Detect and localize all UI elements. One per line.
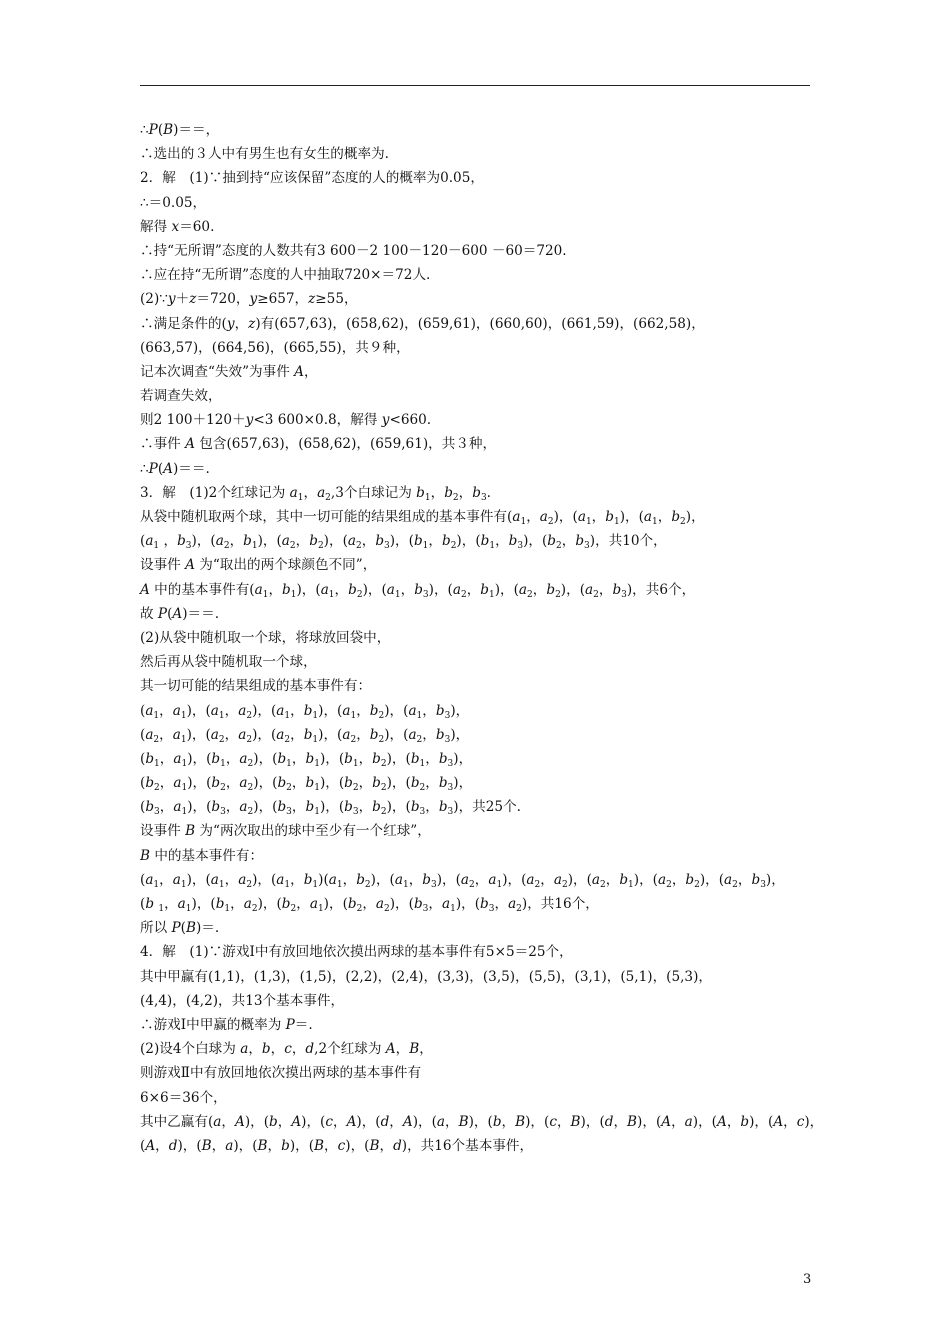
text-line: ∴P(B)＝＝， <box>140 122 220 138</box>
text-line: (663,57)，(664,56)，(665,55)，共９种， <box>140 339 410 356</box>
text-line: 所以 P(B)＝. <box>140 920 220 937</box>
page-number: 3 <box>803 1272 812 1287</box>
text-line: ∴＝0.05， <box>140 194 207 211</box>
text-line: ($b_3$，$a_1$)，($b_3$，$a_2$)，($b_3$，$b_1$)，($b_3$，$b_2$)，($b_3$，$b_3$)，共25个. <box>140 799 521 818</box>
text-line: ∴满足条件的(y，z)有(657,63)，(658,62)，(659,61)，(660,60)，(661,59)，(662,58)， <box>140 315 705 332</box>
text-line: 故 P(A)＝＝. <box>140 605 220 622</box>
text-line: 其一切可能的结果组成的基本事件有： <box>140 678 372 695</box>
text-line: 2．解 (1)∵抽到持“应该保留”态度的人的概率为0.05， <box>140 170 484 187</box>
text-line: 解得 x＝60. <box>140 218 215 235</box>
text-line: 从袋中随机取两个球，其中一切可能的结果组成的基本事件有($a_1$，$a_2$)，($a_1$，$b_1$)，($a_1$，$b_2$)， <box>140 509 705 527</box>
text-line: ($a_1$，$a_1$)，($a_1$，$a_2$)，($a_1$，$b_1)(a_1$，$b_2$)，($a_1$，$b_3$)，($a_2$，$a_1$)，($a_2$，$a_2$)，($a_2$，$b_1$)，($a_2$，$b_2$)，($a_2$，$b_3$)， <box>140 871 785 890</box>
text-line: (2)设4个白球为 a，b，c，d,2个红球为 A，B， <box>140 1041 433 1058</box>
text-line: B 中的基本事件有： <box>140 847 264 864</box>
text-line: (A，d)，(B，a)，(B，b)，(B，c)，(B，d)，共16个基本事件， <box>140 1137 534 1154</box>
text-line: (2)从袋中随机取一个球，将球放回袋中， <box>140 629 391 646</box>
text-line: ∴选出的３人中有男生也有女生的概率为. <box>140 146 390 163</box>
text-line: (4,4)，(4,2)，共13个基本事件， <box>140 992 345 1009</box>
text-line: ($b_2$，$a_1$)，($b_2$，$a_2$)，($b_2$，$b_1$)，($b_2$，$b_2$)，($b_2$，$b_3$)， <box>140 775 473 794</box>
text-line: 若调查失效， <box>140 388 222 405</box>
text-line: ∴持“无所谓”态度的人数共有3 600－2 100－120－600 －60＝720. <box>140 242 567 259</box>
text-line: ($a_1$ ，$b_3$)，($a_2$，$b_1$)，($a_2$，$b_2$)，($a_2$，$b_3$)，($b_1$，$b_2$)，($b_1$，$b_3$)，($b_2$，$b_3$)，共10个， <box>140 533 667 552</box>
text-line: (2)∵y＋z＝720，y≥657，z≥55， <box>140 291 358 308</box>
text-line: (b $_1$，$a_1$)，($b_1$，$a_2$)，($b_2$，$a_1$)，($b_2$，$a_2$)，($b_3$，$a_1$)，($b_3$，$a_2$)，共16个， <box>140 896 599 914</box>
text-line: ∴应在持“无所谓”态度的人中抽取720×＝72人. <box>140 267 431 284</box>
text-line: 设事件 A 为“取出的两个球颜色不同”， <box>140 557 377 574</box>
text-line: 则游戏Ⅱ中有放回地依次摸出两球的基本事件有 <box>140 1065 422 1082</box>
text-line: 其中甲赢有(1,1)，(1,3)，(1,5)，(2,2)，(2,4)，(3,3)，(3,5)，(5,5)，(3,1)，(5,1)，(5,3)， <box>140 968 712 985</box>
document-body <box>140 118 830 1158</box>
text-line: 3．解 (1)2个红球记为 $a_1$，$a_2,3$个白球记为 $b_1$，$b_2$，$b_3$. <box>140 484 491 503</box>
text-line: 则2 100＋120＋y<3 600×0.8，解得 y<660. <box>140 412 432 429</box>
text-line: ∴事件 A 包含(657,63)，(658,62)，(659,61)，共３种， <box>140 436 497 453</box>
text-line: ∴游戏Ⅰ中甲赢的概率为 P＝. <box>140 1016 313 1033</box>
text-line: ∴P(A)＝＝. <box>140 460 210 477</box>
text-line: 其中乙赢有(a，A)，(b，A)，(c，A)，(d，A)，(a，B)，(b，B)，(c，B)，(d，B)，(A，a)，(A，b)，(A，c)， <box>140 1113 824 1130</box>
text-line: 然后再从袋中随机取一个球， <box>140 654 317 671</box>
text-line: ($b_1$，$a_1$)，($b_1$，$a_2$)，($b_1$，$b_1$)，($b_1$，$b_2$)，($b_1$，$b_3$)， <box>140 750 473 769</box>
text-line: ($a_2$，$a_1$)，($a_2$，$a_2$)，($a_2$，$b_1$)，($a_2$，$b_2$)，($a_2$，$b_3$)， <box>140 726 470 745</box>
text-line: ($a_1$，$a_1$)，($a_1$，$a_2$)，($a_1$，$b_1$)，($a_1$，$b_2$)，($a_1$，$b_3$)， <box>140 702 470 721</box>
text-line: 4．解 (1)∵游戏Ⅰ中有放回地依次摸出两球的基本事件有5×5＝25个， <box>140 944 573 961</box>
header-rule <box>140 85 810 86</box>
text-line: A 中的基本事件有($a_1$，$b_1$)，($a_1$，$b_2$)，($a_1$，$b_3$)，($a_2$，$b_1$)，($a_2$，$b_2$)，($a_2$，$b_3$)，共6个， <box>140 581 696 600</box>
text-line: 设事件 B 为“两次取出的球中至少有一个红球”， <box>140 823 431 840</box>
text-line: 记本次调查“失效”为事件 A， <box>140 363 318 380</box>
text-line: 6×6＝36个， <box>140 1089 227 1106</box>
